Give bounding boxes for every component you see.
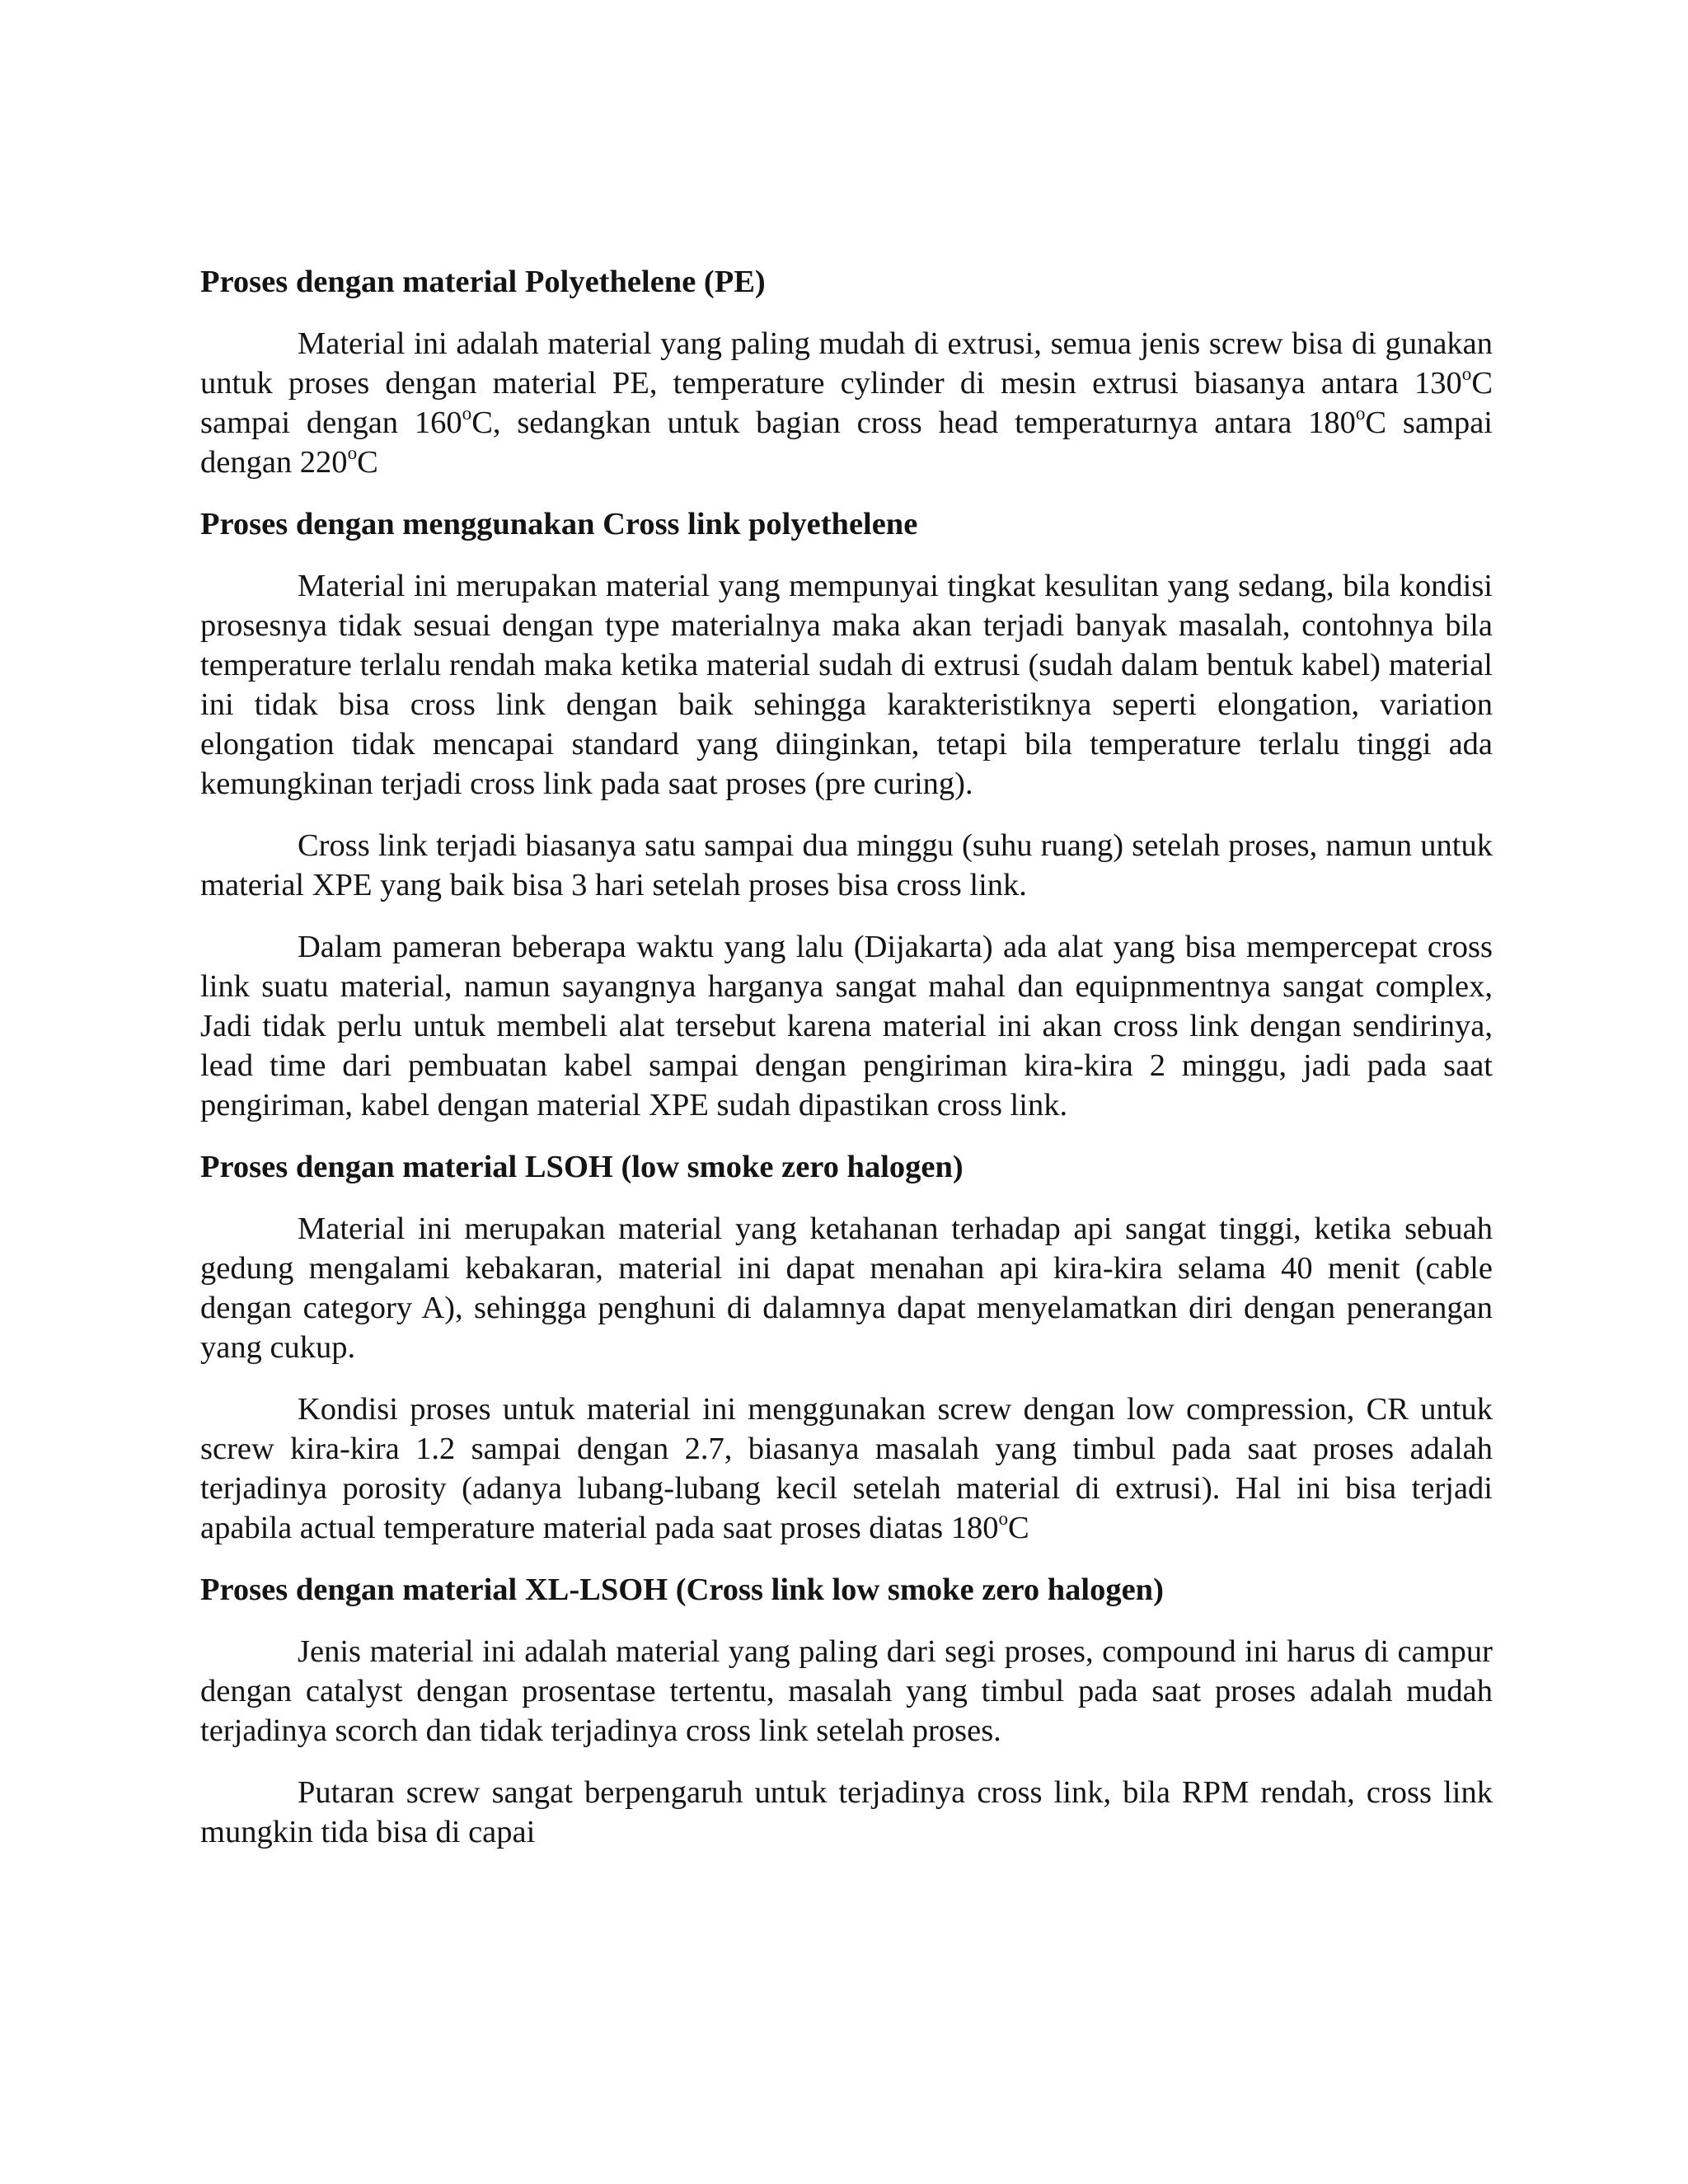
text-run: C: [1008, 1511, 1029, 1545]
degree-superscript: o: [1355, 401, 1366, 424]
degree-superscript: o: [1461, 362, 1472, 384]
text-run: C: [357, 445, 378, 480]
paragraph-xl-lsoh-1: Jenis material ini adalah material yang paling dari segi proses, compound ini harus di campur dengan catalyst dengan prosentase tertentu, masalah yang timbul pada saat proses adalah mudah terjadinya scorch dan tidak terjadinya cross link setelah proses.: [200, 1634, 1493, 1748]
section-heading-lsoh: Proses dengan material LSOH (low smoke zero halogen): [200, 1150, 964, 1184]
paragraph-lsoh-1: Material ini merupakan material yang ketahanan terhadap api sangat tinggi, ketika sebuah gedung mengalami kebakaran, material ini dapat menahan api kira-kira selama 40 menit (cable dengan category A), sehingga penghuni di dalamnya dapat menyelamatkan diri dengan penerangan yang cukup.: [200, 1212, 1493, 1365]
text-run: C sampai dengan 220: [200, 405, 1493, 480]
paragraph-xl-lsoh-2: Putaran screw sangat berpengaruh untuk terjadinya cross link, bila RPM rendah, cross link mungkin tida bisa di capai: [200, 1775, 1493, 1849]
section-heading-xpe: Proses dengan menggunakan Cross link polyethelene: [200, 507, 918, 541]
section-heading-xl-lsoh: Proses dengan material XL-LSOH (Cross link low smoke zero halogen): [200, 1572, 1164, 1607]
text-run: C sampai dengan 160: [200, 366, 1493, 440]
text-run: Kondisi proses untuk material ini menggunakan screw dengan low compression, CR untuk screw kira-kira 1.2 sampai dengan 2.7, biasanya masalah yang timbul pada saat proses adalah terjadinya porosity (adanya lubang-lubang kecil setelah material di extrusi). Hal ini bisa terjadi apabila actual temperature material pada saat proses diatas 180: [200, 1392, 1493, 1545]
degree-superscript: o: [462, 401, 472, 424]
paragraph-lsoh-2: [200, 1390, 1493, 1548]
paragraph-pe: [200, 324, 1493, 482]
paragraph-xpe-2: Cross link terjadi biasanya satu sampai dua minggu (suhu ruang) setelah proses, namun untuk material XPE yang baik bisa 3 hari setelah proses bisa cross link.: [200, 828, 1493, 902]
degree-superscript: o: [347, 441, 358, 463]
paragraph-xpe-3: Dalam pameran beberapa waktu yang lalu (Dijakarta) ada alat yang bisa mempercepat cross link suatu material, namun sayangnya harganya sangat mahal dan equipnmentnya sangat complex, Jadi tidak perlu untuk membeli alat tersebut karena material ini akan cross link dengan sendirinya, lead time dari pembuatan kabel sampai dengan pengiriman kira-kira 2 minggu, jadi pada saat pengiriman, kabel dengan material XPE sudah dipastikan cross link.: [200, 930, 1493, 1122]
document-page: [200, 262, 1493, 1874]
degree-superscript: o: [998, 1507, 1009, 1529]
paragraph-xpe-1: Material ini merupakan material yang mempunyai tingkat kesulitan yang sedang, bila kondisi prosesnya tidak sesuai dengan type materialnya maka akan terjadi banyak masalah, contohnya bila temperature terlalu rendah maka ketika material sudah di extrusi (sudah dalam bentuk kabel) material ini tidak bisa cross link dengan baik sehingga karakteristiknya seperti elongation, variation elongation tidak mencapai standard yang diinginkan, tetapi bila temperature terlalu tinggi ada kemungkinan terjadi cross link pada saat proses (pre curing).: [200, 569, 1493, 801]
section-heading-pe: Proses dengan material Polyethelene (PE): [200, 265, 766, 299]
text-run: C, sedangkan untuk bagian cross head temperaturnya antara 180: [471, 405, 1356, 440]
text-run: Material ini adalah material yang paling mudah di extrusi, semua jenis screw bisa di gunakan untuk proses dengan material PE, temperature cylinder di mesin extrusi biasanya antara 130: [200, 326, 1493, 401]
